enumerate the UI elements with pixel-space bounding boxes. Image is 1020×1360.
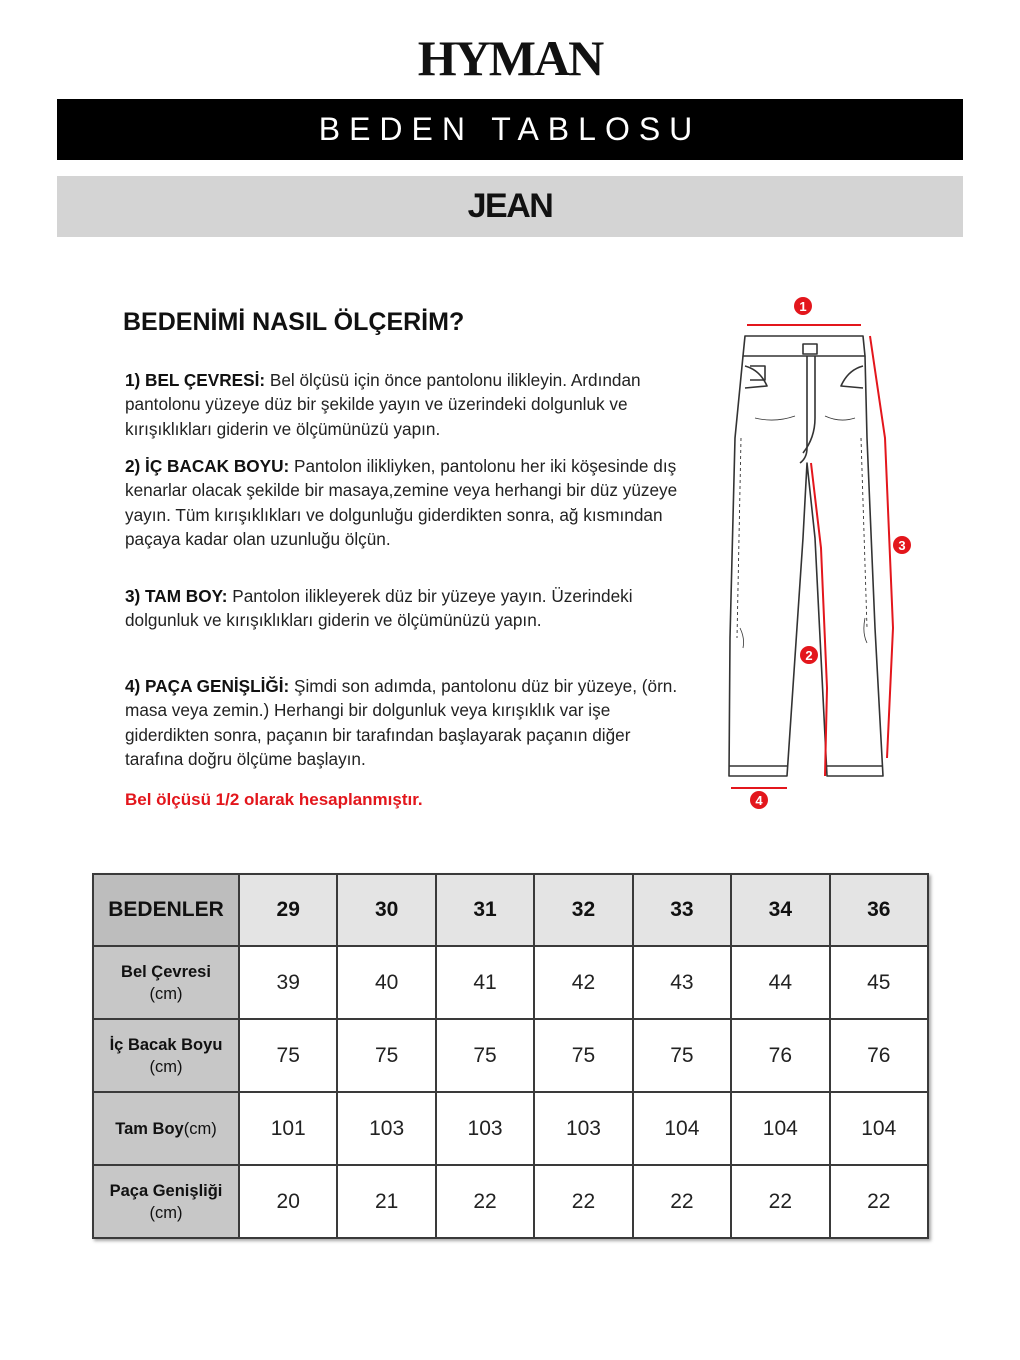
table-cell: 104 xyxy=(633,1092,731,1165)
table-row xyxy=(93,1019,928,1092)
table-row xyxy=(93,1092,928,1165)
size-header: 32 xyxy=(534,874,632,946)
howto-title: BEDENİMİ NASIL ÖLÇERİM? xyxy=(123,308,465,336)
row-name: Tam Boy xyxy=(115,1119,184,1138)
table-cell: 75 xyxy=(337,1019,435,1092)
size-chart-banner: BEDEN TABLOSU xyxy=(57,99,963,160)
size-header: 34 xyxy=(731,874,829,946)
table-cell: 39 xyxy=(239,946,337,1019)
table-cell: 75 xyxy=(239,1019,337,1092)
table-cell: 44 xyxy=(731,946,829,1019)
row-unit: (cm) xyxy=(183,1119,217,1138)
table-row xyxy=(93,946,928,1019)
table-cell: 76 xyxy=(731,1019,829,1092)
table-cell: 22 xyxy=(534,1165,632,1238)
marker-4 xyxy=(750,791,768,809)
table-cell: 75 xyxy=(534,1019,632,1092)
row-unit: (cm) xyxy=(149,1057,183,1076)
step-label: 3) TAM BOY: xyxy=(125,586,228,606)
table-cell: 101 xyxy=(239,1092,337,1165)
table-cell: 42 xyxy=(534,946,632,1019)
table-cell: 20 xyxy=(239,1165,337,1238)
size-header: 29 xyxy=(239,874,337,946)
jeans-outline-icon xyxy=(715,288,935,818)
row-unit: (cm) xyxy=(149,1203,183,1222)
table-cell: 22 xyxy=(633,1165,731,1238)
table-cell: 22 xyxy=(436,1165,534,1238)
size-header: 36 xyxy=(830,874,928,946)
row-name: İç Bacak Boyu xyxy=(109,1035,223,1054)
step-text: Bel ölçüsü için önce pantolonu ilikleyin. Ardından pantolonu yüzeye düz bir şekilde yayın ve üzerindeki dolgunluk ve kırışıklıkları giderin ve ölçümünüzü yapın. xyxy=(125,370,641,439)
step-text: Pantolon ilikleyerek düz bir yüzeye yayın. Üzerindeki dolgunluk ve kırışıklıkları giderin ve ölçümünüzü yapın. xyxy=(125,586,633,631)
size-header: 30 xyxy=(337,874,435,946)
size-header: 33 xyxy=(633,874,731,946)
step-label: 2) İÇ BACAK BOYU: xyxy=(125,456,290,476)
header-label: BEDENLER xyxy=(93,874,239,946)
size-header: 31 xyxy=(436,874,534,946)
table-cell: 45 xyxy=(830,946,928,1019)
table-cell: 104 xyxy=(830,1092,928,1165)
table-header-row xyxy=(93,874,928,946)
step-waist xyxy=(125,368,685,441)
row-label xyxy=(93,946,239,1019)
step-label: 1) BEL ÇEVRESİ: xyxy=(125,370,266,390)
row-name: Paça Genişliği xyxy=(109,1181,223,1200)
row-name: Bel Çevresi xyxy=(121,962,211,981)
size-table xyxy=(92,873,929,1239)
table-cell: 75 xyxy=(436,1019,534,1092)
step-label: 4) PAÇA GENİŞLİĞİ: xyxy=(125,676,290,696)
table-cell: 103 xyxy=(337,1092,435,1165)
row-unit: (cm) xyxy=(149,984,183,1003)
svg-text:2: 2 xyxy=(805,648,813,663)
table-cell: 76 xyxy=(830,1019,928,1092)
step-full-length xyxy=(125,584,685,633)
table-cell: 75 xyxy=(633,1019,731,1092)
step-text: Pantolon ilikliyken, pantolonu her iki köşesinde dış kenarlar olacak şekilde bir masaya,zemine veya herhangi bir düz yüzeye yayın. Tüm kırışıklıkları ve dolgunluğu giderdikten sonra, ağ kısmından paçaya kadar olan uzunluğu ölçün. xyxy=(125,456,678,549)
marker-2 xyxy=(800,646,818,664)
svg-text:4: 4 xyxy=(755,793,763,808)
svg-text:1: 1 xyxy=(799,299,807,314)
row-label xyxy=(93,1165,239,1238)
table-cell: 103 xyxy=(534,1092,632,1165)
step-inseam xyxy=(125,454,685,551)
step-text: Şimdi son adımda, pantolonu düz bir yüzeye, (örn. masa veya zemin.) Herhangi bir dolgunluk veya kırışıklık var işe giderdikten sonra, paçanın bir tarafından başlayarak paçanın diğer tarafına doğru ölçüme başlayın. xyxy=(125,676,678,769)
table-row xyxy=(93,1165,928,1238)
table-cell: 104 xyxy=(731,1092,829,1165)
table-cell: 21 xyxy=(337,1165,435,1238)
table-cell: 22 xyxy=(830,1165,928,1238)
step-hem-width xyxy=(125,674,685,771)
svg-text:3: 3 xyxy=(898,538,906,553)
table-cell: 103 xyxy=(436,1092,534,1165)
table-cell: 41 xyxy=(436,946,534,1019)
category-banner: JEAN xyxy=(57,176,963,237)
brand-logo: HYMAN xyxy=(417,30,603,86)
row-label xyxy=(93,1019,239,1092)
table-cell: 22 xyxy=(731,1165,829,1238)
marker-3 xyxy=(893,536,911,554)
waist-note: Bel ölçüsü 1/2 olarak hesaplanmıştır. xyxy=(125,790,423,809)
marker-1 xyxy=(794,297,812,315)
table-cell: 40 xyxy=(337,946,435,1019)
table-cell: 43 xyxy=(633,946,731,1019)
row-label xyxy=(93,1092,239,1165)
